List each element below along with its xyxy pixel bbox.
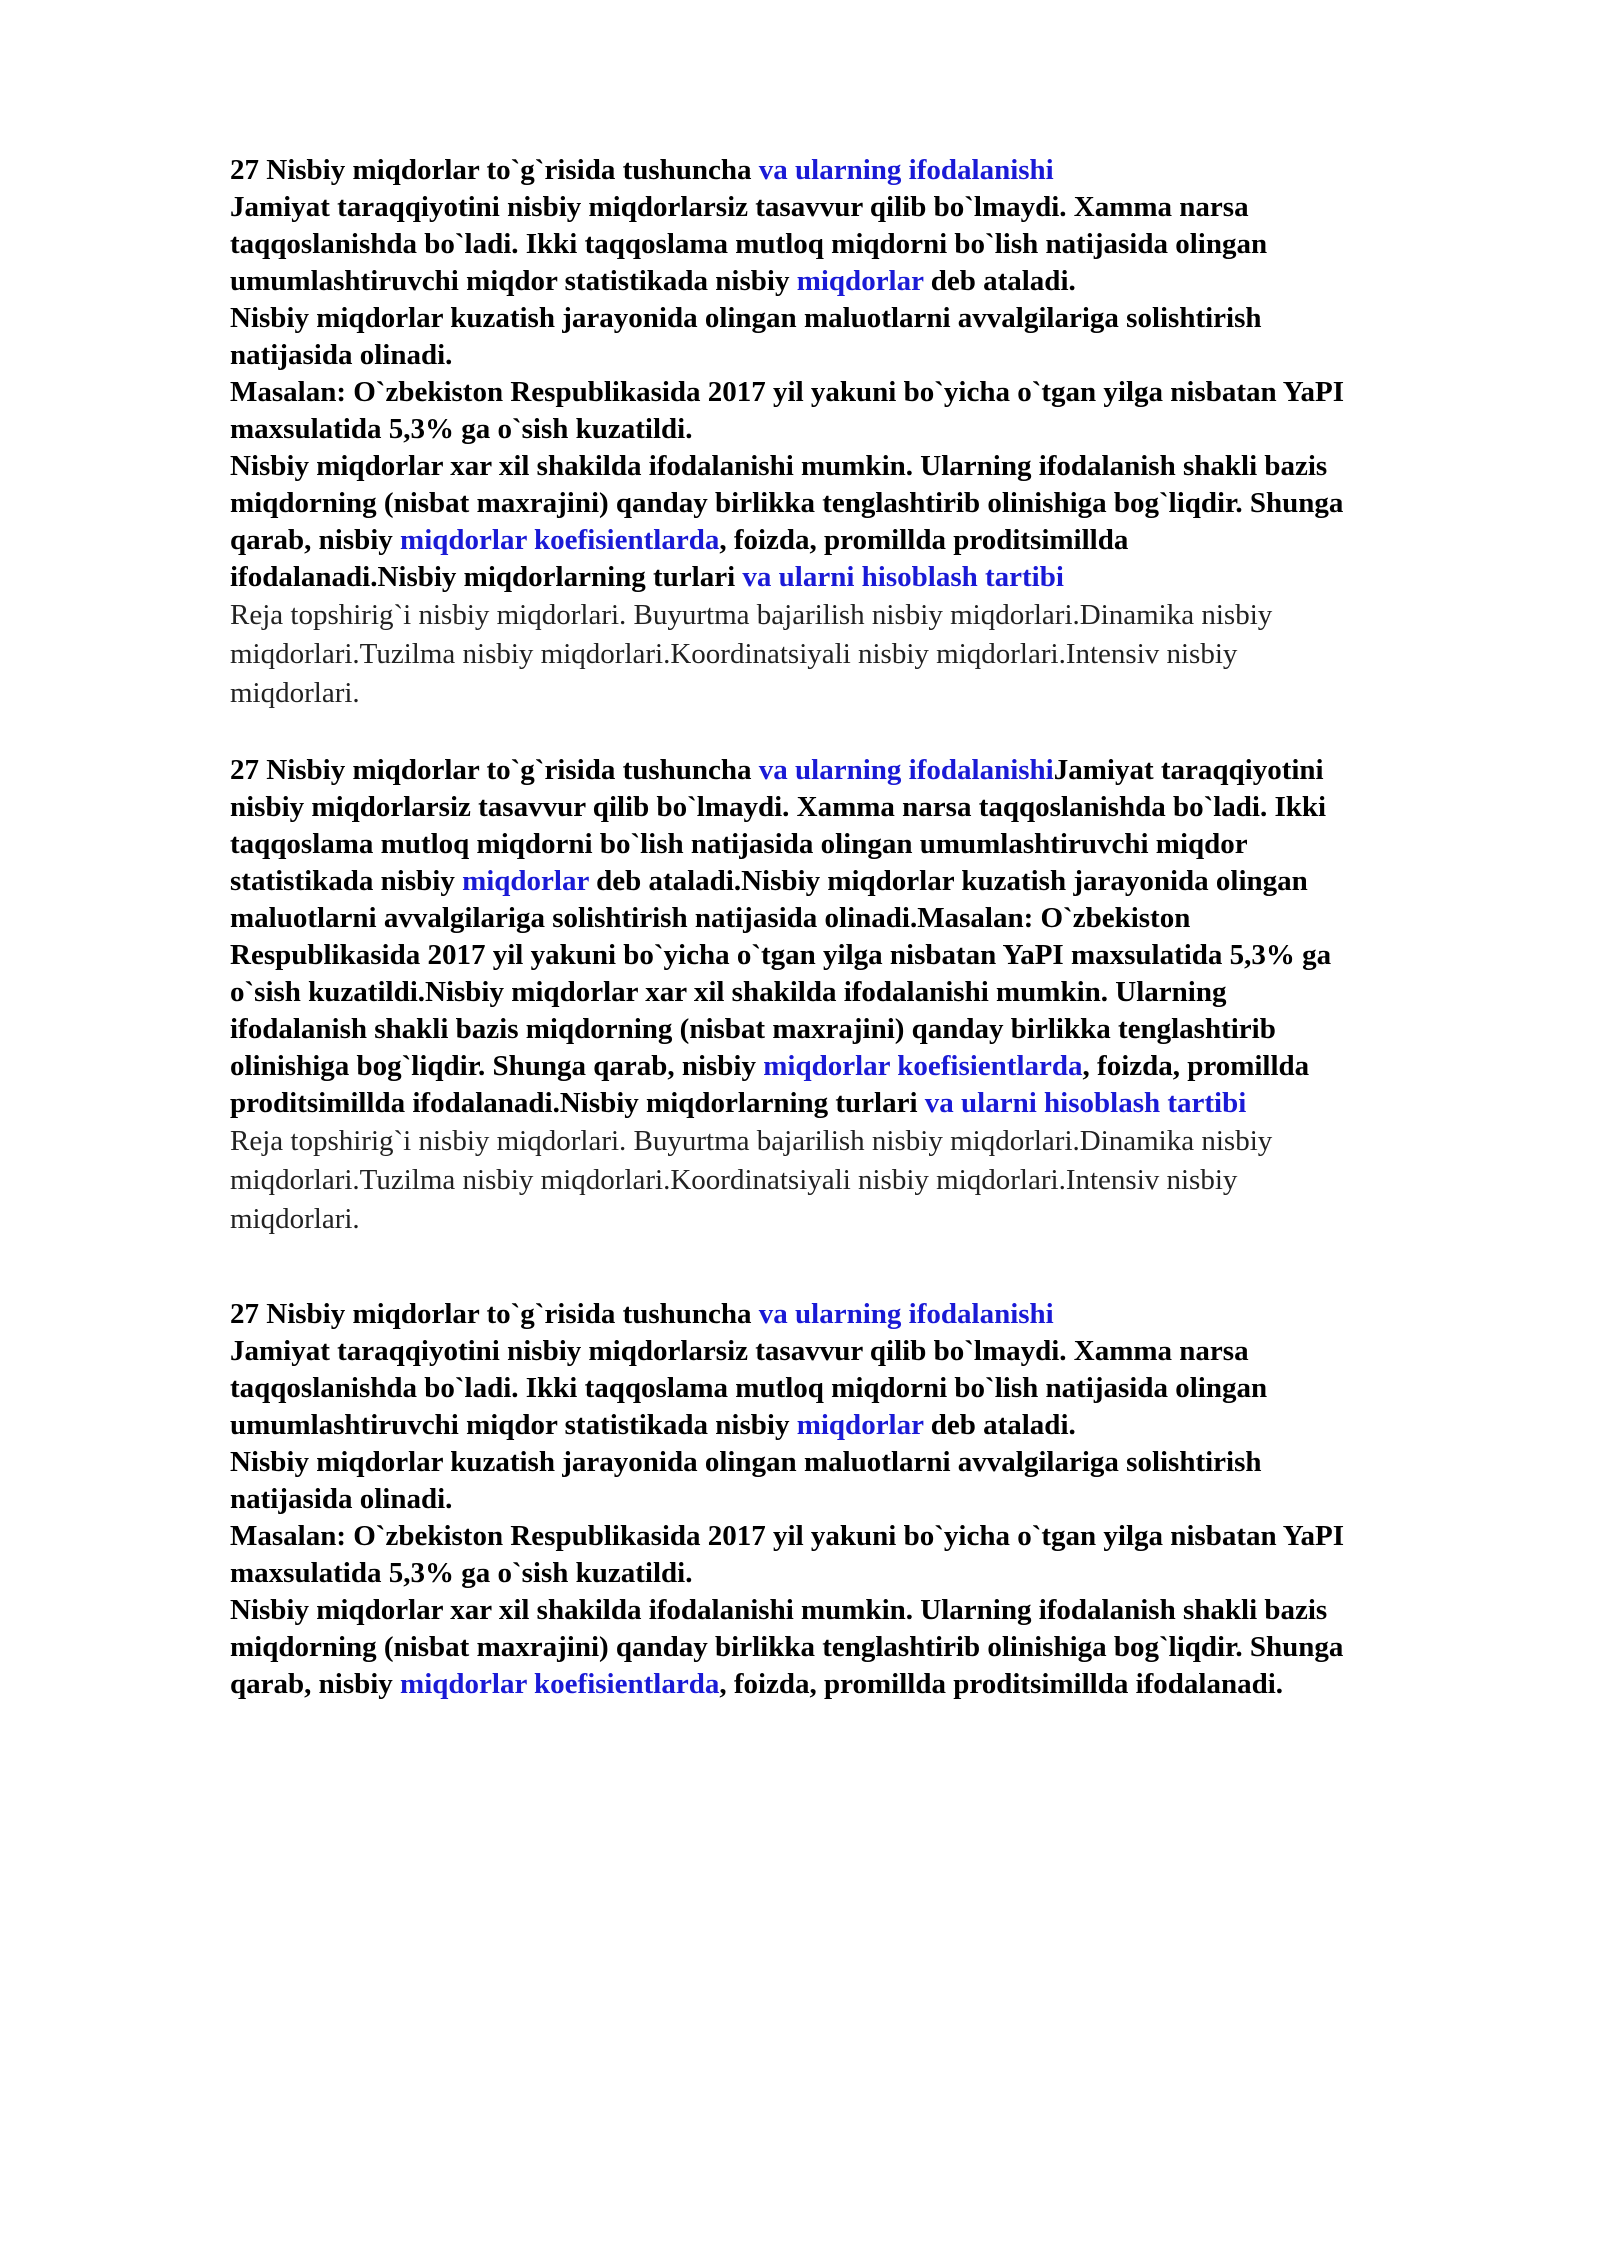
text-line: maxsulatida 5,3% ga o`sish kuzatildi.	[230, 413, 693, 445]
section-2-bold-text	[230, 752, 1500, 1122]
text-line: maluotlarni avvalgilariga solishtirish natijasida olinadi.Masalan: O`zbekiston	[230, 902, 1191, 934]
text-line: statistikada nisbiy miqdorlar deb ataladi.Nisbiy miqdorlar kuzatish jarayonida olingan	[230, 865, 1308, 897]
text-line: Masalan: O`zbekiston Respublikasida 2017 yil yakuni bo`yicha o`tgan yilga nisbatan YaPI	[230, 376, 1345, 408]
text-line: ifodalanadi.Nisbiy miqdorlarning turlari va ularni hisoblash tartibi	[230, 561, 1064, 593]
text-line: umumlashtiruvchi miqdor statistikada nisbiy miqdorlar deb ataladi.	[230, 1409, 1076, 1441]
miqdorlar-link[interactable]: miqdorlar	[462, 865, 589, 897]
text-line: Nisbiy miqdorlar kuzatish jarayonida olingan maluotlarni avvalgilariga solishtirish	[230, 302, 1262, 334]
section-1-bold-text	[230, 152, 1500, 596]
text-line: Nisbiy miqdorlar kuzatish jarayonida olingan maluotlarni avvalgilariga solishtirish	[230, 1446, 1262, 1478]
section-1-plain-text: Reja topshirig`i nisbiy miqdorlari. Buyurtma bajarilish nisbiy miqdorlari.Dinamika nisbiy miqdorlari.Tuzilma nisbiy miqdorlari.Koordinatsiyali nisbiy miqdorlari.Intensiv nisbiy miqdorlari.	[230, 599, 1273, 709]
text-line: Respublikasida 2017 yil yakuni bo`yicha o`tgan yilga nisbatan YaPI maxsulatida 5,3% ga	[230, 939, 1332, 971]
text-line: o`sish kuzatildi.Nisbiy miqdorlar xar xil shakilda ifodalanishi mumkin. Ularning	[230, 976, 1227, 1008]
section-1	[230, 152, 1500, 733]
text-line: Nisbiy miqdorlar xar xil shakilda ifodalanishi mumkin. Ularning ifodalanish shakli bazis	[230, 450, 1328, 482]
text-line: Jamiyat taraqqiyotini nisbiy miqdorlarsiz tasavvur qilib bo`lmaydi. Xamma narsa	[230, 1335, 1249, 1367]
section-3-bold-text	[230, 1296, 1500, 1703]
heading-link[interactable]: va ularning ifodalanishi	[758, 1298, 1054, 1330]
koefisientlarda-link[interactable]: miqdorlar koefisientlarda	[400, 524, 720, 556]
heading-link[interactable]: va ularning ifodalanishi	[758, 154, 1054, 186]
hisoblash-link[interactable]: va ularni hisoblash tartibi	[924, 1087, 1247, 1119]
miqdorlar-link[interactable]: miqdorlar	[796, 265, 924, 297]
koefisientlarda-link[interactable]: miqdorlar koefisientlarda	[763, 1050, 1083, 1082]
section-2	[230, 752, 1500, 1259]
section-3	[230, 1296, 1500, 1703]
text-line: qarab, nisbiy miqdorlar koefisientlarda, foizda, promillda proditsimillda ifodalanadi.	[230, 1668, 1284, 1700]
heading-line: 27 Nisbiy miqdorlar to`g`risida tushuncha va ularning ifodalanishi	[230, 154, 1054, 186]
text-line: taqqoslama mutloq miqdorni bo`lish natijasida olingan umumlashtiruvchi miqdor	[230, 828, 1248, 860]
text-line: natijasida olinadi.	[230, 339, 453, 371]
text-line: natijasida olinadi.	[230, 1483, 453, 1515]
koefisientlarda-link[interactable]: miqdorlar koefisientlarda	[400, 1668, 720, 1700]
text-line: Masalan: O`zbekiston Respublikasida 2017 yil yakuni bo`yicha o`tgan yilga nisbatan YaPI	[230, 1520, 1345, 1552]
miqdorlar-link[interactable]: miqdorlar	[796, 1409, 924, 1441]
text-line: maxsulatida 5,3% ga o`sish kuzatildi.	[230, 1557, 693, 1589]
heading-line: 27 Nisbiy miqdorlar to`g`risida tushuncha va ularning ifodalanishi	[230, 1298, 1054, 1330]
heading-line: 27 Nisbiy miqdorlar to`g`risida tushuncha va ularning ifodalanishiJamiyat taraqqiyotini	[230, 754, 1324, 786]
text-line: nisbiy miqdorlarsiz tasavvur qilib bo`lmaydi. Xamma narsa taqqoslanishda bo`ladi. Ikki	[230, 791, 1327, 823]
text-line: Nisbiy miqdorlar xar xil shakilda ifodalanishi mumkin. Ularning ifodalanish shakli bazis	[230, 1594, 1328, 1626]
text-line: proditsimillda ifodalanadi.Nisbiy miqdorlarning turlari va ularni hisoblash tartibi	[230, 1087, 1247, 1119]
text-line: olinishiga bog`liqdir. Shunga qarab, nisbiy miqdorlar koefisientlarda, foizda, promillda	[230, 1050, 1310, 1082]
text-line: taqqoslanishda bo`ladi. Ikki taqqoslama mutloq miqdorni bo`lish natijasida olingan	[230, 1372, 1268, 1404]
text-line: ifodalanish shakli bazis miqdorning (nisbat maxrajini) qanday birlikka tenglashtirib	[230, 1013, 1276, 1045]
text-line: miqdorning (nisbat maxrajini) qanday birlikka tenglashtirib olinishiga bog`liqdir. Shunga	[230, 1631, 1344, 1663]
hisoblash-link[interactable]: va ularni hisoblash tartibi	[742, 561, 1064, 593]
text-line: taqqoslanishda bo`ladi. Ikki taqqoslama mutloq miqdorni bo`lish natijasida olingan	[230, 228, 1268, 260]
heading-link[interactable]: va ularning ifodalanishi	[758, 754, 1054, 786]
section-2-plain-text: Reja topshirig`i nisbiy miqdorlari. Buyurtma bajarilish nisbiy miqdorlari.Dinamika nisbiy miqdorlari.Tuzilma nisbiy miqdorlari.Koordinatsiyali nisbiy miqdorlari.Intensiv nisbiy miqdorlari.	[230, 1125, 1273, 1235]
text-line: qarab, nisbiy miqdorlar koefisientlarda, foizda, promillda proditsimillda	[230, 524, 1129, 556]
text-line: Jamiyat taraqqiyotini nisbiy miqdorlarsiz tasavvur qilib bo`lmaydi. Xamma narsa	[230, 191, 1249, 223]
text-line: umumlashtiruvchi miqdor statistikada nisbiy miqdorlar deb ataladi.	[230, 265, 1076, 297]
text-line: miqdorning (nisbat maxrajini) qanday birlikka tenglashtirib olinishiga bog`liqdir. Shunga	[230, 487, 1344, 519]
